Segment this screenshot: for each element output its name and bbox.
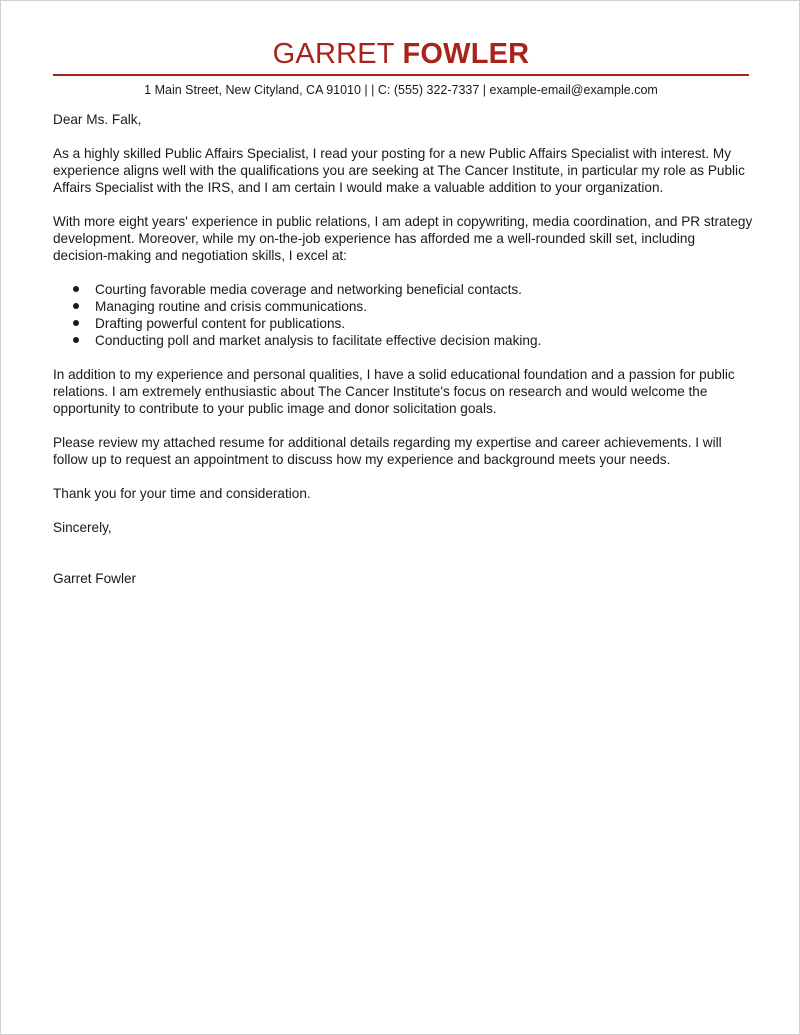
header-divider bbox=[53, 74, 749, 76]
skill-text: Managing routine and crisis communications. bbox=[95, 299, 368, 314]
contact-line: 1 Main Street, New Cityland, CA 91010 | | C: (555) 322-7337 | example-email@example.com bbox=[144, 83, 658, 97]
first-name: GARRET bbox=[272, 38, 395, 70]
letter-body bbox=[53, 111, 753, 604]
last-name: FOWLER bbox=[402, 38, 530, 70]
paragraph-followup: Please review my attached resume for additional details regarding my expertise and career achievements. I will follow up to request an appointment to discuss how my experience and background meets your needs. bbox=[53, 435, 722, 467]
paragraph-experience: With more eight years' experience in public relations, I am adept in copywriting, media coordination, and PR strategy development. Moreover, while my on-the-job experience has afforded me a well-rounded skill set, including decision-making and negotiation skills, I excel at: bbox=[53, 214, 753, 263]
list-item bbox=[53, 332, 753, 349]
bullet-icon bbox=[73, 320, 79, 326]
skill-text: Drafting powerful content for publications. bbox=[95, 316, 346, 331]
paragraph-intro: As a highly skilled Public Affairs Specialist, I read your posting for a new Public Affairs Specialist with interest. My experience aligns well with the qualifications you are seeking at The Cancer Institute, in particular my role as Public Affairs Specialist with the IRS, and I am certain I would make a valuable addition to your organization. bbox=[53, 146, 745, 195]
salutation: Dear Ms. Falk, bbox=[53, 112, 142, 127]
list-item bbox=[53, 298, 753, 315]
bullet-icon bbox=[73, 337, 79, 343]
sign-off: Sincerely, bbox=[53, 520, 112, 535]
bullet-icon bbox=[73, 303, 79, 309]
skill-text: Conducting poll and market analysis to facilitate effective decision making. bbox=[95, 333, 542, 348]
list-item bbox=[53, 281, 753, 298]
skills-list bbox=[53, 281, 753, 349]
skill-text: Courting favorable media coverage and networking beneficial contacts. bbox=[95, 282, 522, 297]
thanks-line: Thank you for your time and consideration. bbox=[53, 486, 311, 501]
applicant-name bbox=[1, 37, 800, 71]
signature: Garret Fowler bbox=[53, 571, 137, 586]
paragraph-education: In addition to my experience and personal qualities, I have a solid educational foundation and a passion for public relations. I am extremely enthusiastic about The Cancer Institute's focus on research and would welcome the opportunity to contribute to your public image and donor solicitation goals. bbox=[53, 367, 735, 416]
bullet-icon bbox=[73, 286, 79, 292]
list-item bbox=[53, 315, 753, 332]
